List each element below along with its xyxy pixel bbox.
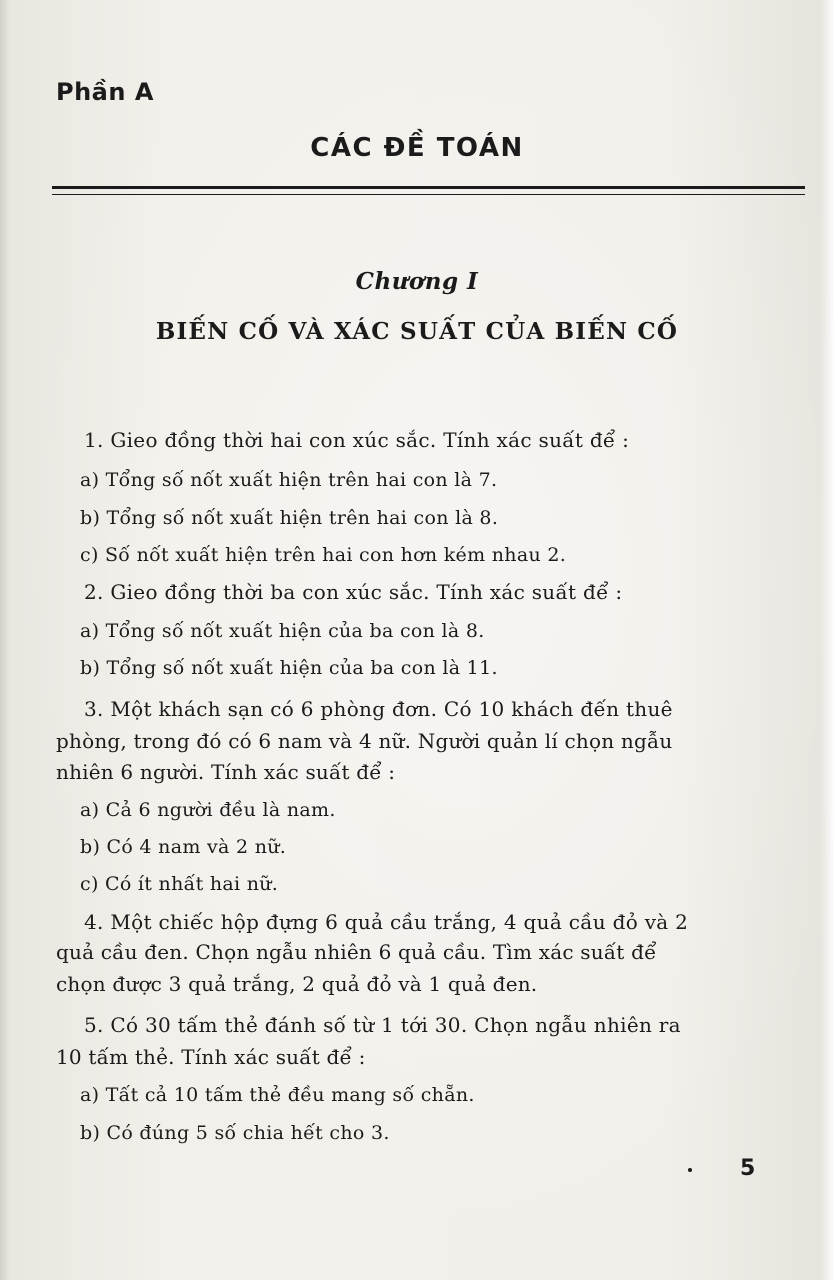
problem-3-line-1: 3. Một khách sạn có 6 phòng đơn. Có 10 khách đến thuê xyxy=(84,697,673,721)
part-label: Phần A xyxy=(56,78,154,106)
section-title: CÁC ĐỀ TOÁN xyxy=(310,133,524,163)
problem-1-item-c: c) Số nốt xuất hiện trên hai con hơn kém nhau 2. xyxy=(80,544,567,566)
problem-1-line-1: 1. Gieo đồng thời hai con xúc sắc. Tính xác suất để : xyxy=(84,428,630,452)
header-rule-thin xyxy=(52,194,805,195)
problem-4-line-2: quả cầu đen. Chọn ngẫu nhiên 6 quả cầu. Tìm xác suất để xyxy=(56,940,657,964)
chapter-label: Chương I xyxy=(355,268,479,295)
problem-5-item-a: a) Tất cả 10 tấm thẻ đều mang số chẵn. xyxy=(80,1084,475,1106)
page-shadow-left xyxy=(0,0,10,1280)
page-number: 5 xyxy=(740,1156,756,1181)
problem-2-item-b: b) Tổng số nốt xuất hiện của ba con là 11. xyxy=(80,657,498,679)
problem-3-item-c: c) Có ít nhất hai nữ. xyxy=(80,873,279,895)
problem-3-item-a: a) Cả 6 người đều là nam. xyxy=(80,799,336,821)
problem-3-line-3: nhiên 6 người. Tính xác suất để : xyxy=(56,760,396,784)
problem-2-item-a: a) Tổng số nốt xuất hiện của ba con là 8. xyxy=(80,620,485,642)
problem-5-line-2: 10 tấm thẻ. Tính xác suất để : xyxy=(56,1045,366,1069)
chapter-title: BIẾN CỐ VÀ XÁC SUẤT CỦA BIẾN CỐ xyxy=(155,318,679,345)
decorative-dot xyxy=(688,1168,692,1172)
problem-1-item-b: b) Tổng số nốt xuất hiện trên hai con là 8. xyxy=(80,507,499,529)
problem-4-line-1: 4. Một chiếc hộp đựng 6 quả cầu trắng, 4 quả cầu đỏ và 2 xyxy=(84,910,689,934)
problem-3-item-b: b) Có 4 nam và 2 nữ. xyxy=(80,836,287,858)
header-rule-thick xyxy=(52,186,805,189)
problem-4-line-3: chọn được 3 quả trắng, 2 quả đỏ và 1 quả đen. xyxy=(56,972,538,996)
problem-5-line-1: 5. Có 30 tấm thẻ đánh số từ 1 tới 30. Chọn ngẫu nhiên ra xyxy=(84,1013,681,1037)
problem-2-line-1: 2. Gieo đồng thời ba con xúc sắc. Tính xác suất để : xyxy=(84,580,623,604)
problem-5-item-b: b) Có đúng 5 số chia hết cho 3. xyxy=(80,1122,390,1144)
problem-1-item-a: a) Tổng số nốt xuất hiện trên hai con là 7. xyxy=(80,469,498,491)
problem-3-line-2: phòng, trong đó có 6 nam và 4 nữ. Người quản lí chọn ngẫu xyxy=(56,729,673,753)
